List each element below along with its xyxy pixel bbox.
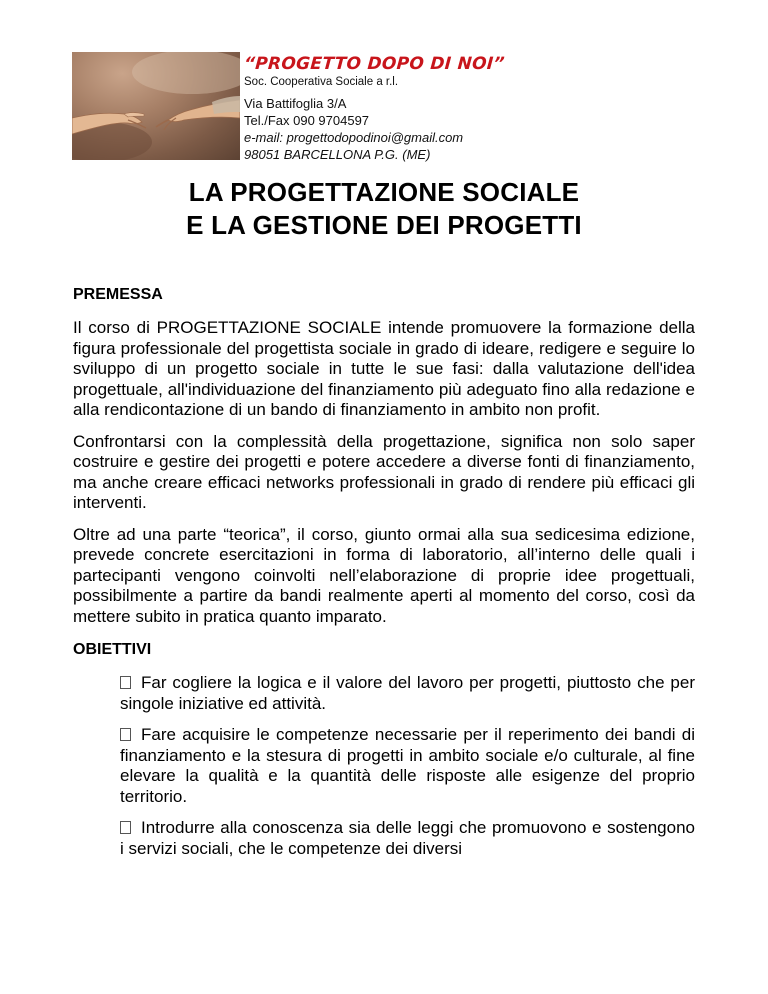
hands-illustration [72, 52, 240, 160]
phone-fax: Tel./Fax 090 9704597 [244, 113, 370, 128]
letterhead-info [244, 54, 524, 163]
bullet-icon [120, 821, 131, 834]
premessa-paragraph-1: Il corso di PROGETTAZIONE SOCIALE intende promuovere la formazione della figura professionale del progettista sociale in grado di ideare, redigere e seguire lo sviluppo di un progetto sociale in tutte le sue fasi: dalla valutazione dell'idea progettuale, all'individuazione del finanziamento più adeguato fino alla redazione e alla rendicontazione di un bando di finanziamento in ambito non profit. [73, 318, 695, 419]
premessa-paragraph-3: Oltre ad una parte “teorica”, il corso, giunto ormai alla sua sedicesima edizione, prevede concrete esercitazioni in forma di laboratorio, all’interno delle quali i partecipanti vengono coinvolti nell’elaborazione di proprie idee progettuali, possibilmente a partire da bandi realmente aperti al momento del corso, così da mettere subito in pratica quanto imparato. [73, 524, 695, 626]
email-address[interactable]: e-mail: progettodopodinoi@gmail.com [244, 130, 464, 145]
organization-type: Soc. Cooperativa Sociale a r.l. [244, 76, 399, 88]
document-title [0, 176, 768, 242]
bullet-icon [120, 676, 131, 689]
title-line-1: LA PROGETTAZIONE SOCIALE [188, 177, 580, 207]
premessa-heading: PREMESSA [73, 286, 163, 303]
objective-item-1 [120, 673, 695, 714]
city-line: 98051 BARCELLONA P.G. (ME) [244, 147, 431, 162]
objective-text: Far cogliere la logica e il valore del lavoro per progetti, piuttosto che per singole iniziative ed attività. [120, 673, 695, 713]
objective-item-3 [120, 818, 695, 859]
title-line-2: E LA GESTIONE DEI PROGETTI [186, 210, 582, 240]
objective-item-2 [120, 725, 695, 807]
bullet-icon [120, 728, 131, 741]
obiettivi-heading: OBIETTIVI [73, 641, 152, 658]
document-body [73, 283, 695, 870]
organization-name: “PROGETTO DOPO DI NOI” [243, 54, 506, 74]
creation-of-adam-image [72, 52, 240, 160]
address: Via Battifoglia 3/A [244, 96, 347, 111]
letterhead [72, 52, 522, 162]
objective-text: Fare acquisire le competenze necessarie per il reperimento dei bandi di finanziamento e la stesura di progetti in ambito sociale e/o culturale, al fine elevare la qualità e la quantità delle risposte alle esigenze del proprio territorio. [120, 725, 695, 806]
objective-text: Introdurre alla conoscenza sia delle leggi che promuovono e sostengono i servizi sociali, che le competenze dei diversi [120, 818, 695, 858]
objectives-list [120, 673, 695, 859]
premessa-paragraph-2: Confrontarsi con la complessità della progettazione, significa non solo saper costruire e gestire dei progetti e potere accedere a diverse fonti di finanziamento, ma anche creare efficaci networks professionali in grado di rendere più efficaci gli interventi. [73, 431, 695, 512]
